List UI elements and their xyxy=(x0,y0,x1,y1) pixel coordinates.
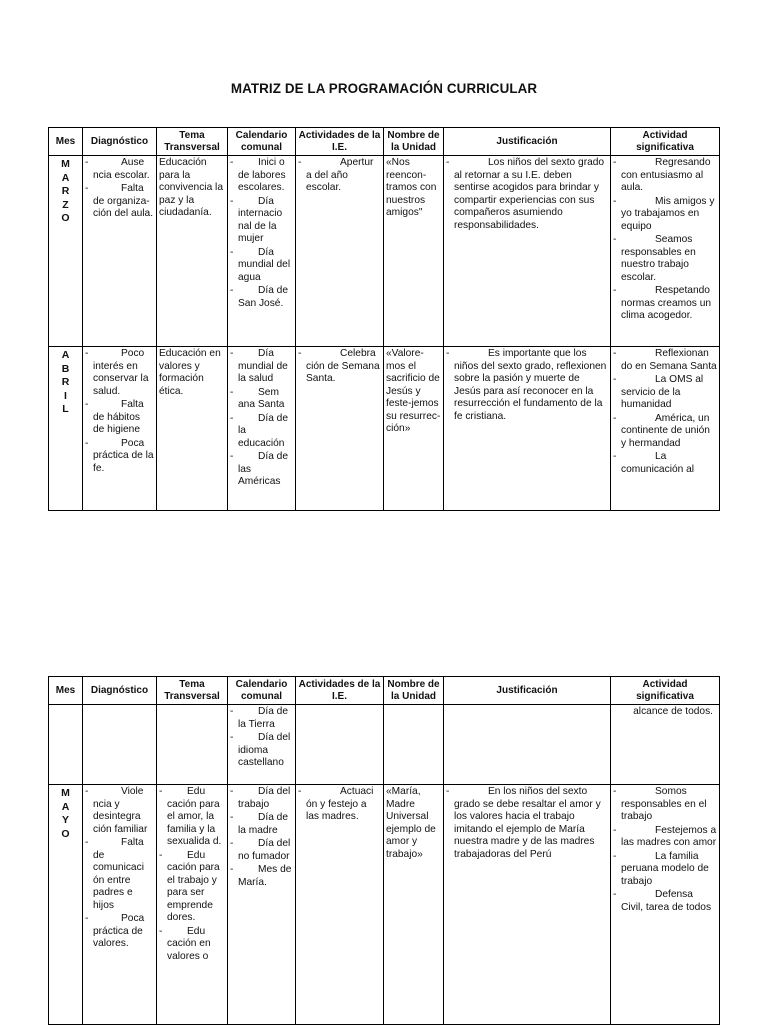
mes-letter: A xyxy=(61,171,70,184)
mes-letter: B xyxy=(61,362,70,375)
header-row xyxy=(49,128,720,156)
mes-continuacion xyxy=(49,705,83,785)
calendario-abril-clip xyxy=(230,348,293,508)
mes-letter: Z xyxy=(62,198,69,211)
mes-letter: O xyxy=(61,212,70,224)
header-actividades: Actividades de la I.E. xyxy=(296,677,384,705)
mes-letter: R xyxy=(61,376,70,388)
row-continuacion xyxy=(49,705,720,785)
header-row xyxy=(49,677,720,705)
list-item: - Sem ana Santa xyxy=(230,387,293,412)
mes-letter: A xyxy=(61,349,70,361)
list-item: - Regresando con entusiasmo al aula. xyxy=(613,157,717,195)
significativa-marzo xyxy=(611,156,720,347)
significativa-abril-clip xyxy=(613,348,717,508)
header-tema: Tema Transversal xyxy=(157,128,228,156)
list-item: - Actuaci ón y festejo a las madres. xyxy=(298,786,381,824)
list-item: - Día de San José. xyxy=(230,285,293,310)
header-significativa: Actividad significativa xyxy=(611,677,720,705)
list-item: - Día internacio nal de la mujer xyxy=(230,196,293,246)
calendario-mayo xyxy=(228,785,296,1025)
row-abril xyxy=(49,347,720,511)
mes-letter: R xyxy=(61,185,70,197)
diagnostico-marzo xyxy=(83,156,157,347)
list-item: - Celebra ción de Semana Santa. xyxy=(298,348,381,386)
list-item: - Mes de María. xyxy=(230,864,293,889)
list-item: - En los niños del sexto grado se debe resaltar el amor y los valores hacia el trabajo imitando el ejemplo de María nuestra madre y de las madres trabajadoras del Perú xyxy=(446,786,608,861)
header-diagnostico: Diagnóstico xyxy=(83,128,157,156)
mes-marzo xyxy=(49,156,83,347)
list-item: - Poca práctica de la fe. xyxy=(85,438,154,476)
actividades-continuacion xyxy=(296,705,384,785)
justificacion-abril xyxy=(444,347,611,511)
list-item: - América, un continente de unión y hermandad xyxy=(613,413,717,451)
list-item: - Seamos responsables en nuestro trabajo escolar. xyxy=(613,234,717,284)
mes-letter: L xyxy=(62,403,69,415)
list-item: - Día del idioma castellano xyxy=(230,732,293,770)
list-item: - Respetando normas creamos un clima acogedor. xyxy=(613,285,717,323)
row-mayo xyxy=(49,785,720,1025)
curriculum-table-2 xyxy=(48,676,720,1025)
header-significativa: Actividad significativa xyxy=(611,128,720,156)
header-unidad: Nombre de la Unidad xyxy=(384,128,444,156)
list-item: - Día del no fumador xyxy=(230,838,293,863)
list-item: - Falta de organiza-ción del aula. xyxy=(85,183,154,221)
list-item: - La OMS al servicio de la humanidad xyxy=(613,374,717,412)
header-justificacion: Justificación xyxy=(444,677,611,705)
justificacion-continuacion xyxy=(444,705,611,785)
tema-abril: Educación en valores y formación ética. xyxy=(157,347,228,511)
page-title: MATRIZ DE LA PROGRAMACIÓN CURRICULAR xyxy=(230,81,538,96)
calendario-abril xyxy=(228,347,296,511)
header-calendario: Calendario comunal xyxy=(228,677,296,705)
justificacion-mayo xyxy=(444,785,611,1025)
list-item: - Día de la Tierra xyxy=(230,706,293,731)
header-tema: Tema Transversal xyxy=(157,677,228,705)
list-item: - Poco interés en conservar la salud. xyxy=(85,348,154,398)
header-mes: Mes xyxy=(49,677,83,705)
list-item: - Edu cación para el trabajo y para ser emprende dores. xyxy=(159,850,225,925)
mes-letter: O xyxy=(61,827,70,840)
header-actividades: Actividades de la I.E. xyxy=(296,128,384,156)
list-item: - Día de la educación xyxy=(230,413,293,451)
diagnostico-continuacion xyxy=(83,705,157,785)
mes-letter: Y xyxy=(61,814,69,826)
justificacion-marzo xyxy=(444,156,611,347)
list-item: - Inici o de labores escolares. xyxy=(230,157,293,195)
calendario-continuacion xyxy=(228,705,296,785)
list-item: - Falta de hábitos de higiene xyxy=(85,399,154,437)
mes-letter: A xyxy=(61,800,70,813)
list-item: - Edu cación en valores o xyxy=(159,926,225,964)
header-mes: Mes xyxy=(49,128,83,156)
list-item: - Viole ncia y desintegra ción familiar xyxy=(85,786,154,836)
tema-continuacion xyxy=(157,705,228,785)
list-item: - Apertur a del año escolar. xyxy=(298,157,381,195)
unidad-abril: «Valore-mos el sacrificio de Jesús y feste-jemos su resurrec-ción» xyxy=(384,347,444,511)
list-item: - Día de la madre xyxy=(230,812,293,837)
significativa-continuacion: alcance de todos. xyxy=(611,705,720,785)
list-item: - Poca práctica de valores. xyxy=(85,913,154,951)
unidad-mayo: «María, Madre Universal ejemplo de amor y trabajo» xyxy=(384,785,444,1025)
mes-letter: I xyxy=(64,389,67,402)
list-item: - Falta de comunicaci ón entre padres e hijos xyxy=(85,837,154,912)
unidad-marzo: «Nos reencon-tramos con nuestros amigos" xyxy=(384,156,444,347)
significativa-mayo xyxy=(611,785,720,1025)
list-item: - Día mundial del agua xyxy=(230,247,293,285)
mes-mayo xyxy=(49,785,83,1025)
mes-letter: M xyxy=(61,787,70,799)
diagnostico-mayo xyxy=(83,785,157,1025)
list-item: - Día de las Américas xyxy=(230,451,293,489)
actividades-abril xyxy=(296,347,384,511)
unidad-continuacion xyxy=(384,705,444,785)
list-item: - Día del trabajo xyxy=(230,786,293,811)
list-item: - Reflexionan do en Semana Santa xyxy=(613,348,717,373)
actividades-marzo xyxy=(296,156,384,347)
calendario-marzo xyxy=(228,156,296,347)
curriculum-table-1 xyxy=(48,127,720,511)
tema-marzo: Educación para la convivencia la paz y la ciudadanía. xyxy=(157,156,228,347)
header-calendario: Calendario comunal xyxy=(228,128,296,156)
list-item: - La familia peruana modelo de trabajo xyxy=(613,851,717,889)
tema-mayo xyxy=(157,785,228,1025)
mes-abril xyxy=(49,347,83,511)
row-marzo xyxy=(49,156,720,347)
list-item: - La comunicación al xyxy=(613,451,717,476)
header-unidad: Nombre de la Unidad xyxy=(384,677,444,705)
mes-letter: M xyxy=(61,158,70,170)
diagnostico-abril xyxy=(83,347,157,511)
actividades-mayo xyxy=(296,785,384,1025)
list-item: - Festejemos a las madres con amor xyxy=(613,825,717,850)
list-item: - Ause ncia escolar. xyxy=(85,157,154,182)
list-item: - Mis amigos y yo trabajamos en equipo xyxy=(613,196,717,234)
list-item: - Día mundial de la salud xyxy=(230,348,293,386)
list-item: - Defensa Civil, tarea de todos xyxy=(613,889,717,914)
significativa-abril xyxy=(611,347,720,511)
header-justificacion: Justificación xyxy=(444,128,611,156)
list-item: - Edu cación para el amor, la familia y la sexualida d. xyxy=(159,786,225,849)
header-diagnostico: Diagnóstico xyxy=(83,677,157,705)
list-item: - Es importante que los niños del sexto grado, reflexionen sobre la pasión y muerte de Jesús para así reconocer en la resurrección el fundamento de la fe cristiana. xyxy=(446,348,608,423)
list-item: - Somos responsables en el trabajo xyxy=(613,786,717,824)
list-item: - Los niños del sexto grado al retornar a su I.E. deben sentirse acogidos para brindar y compartir experiencias con sus compañeros asumiendo responsabilidades. xyxy=(446,157,608,232)
